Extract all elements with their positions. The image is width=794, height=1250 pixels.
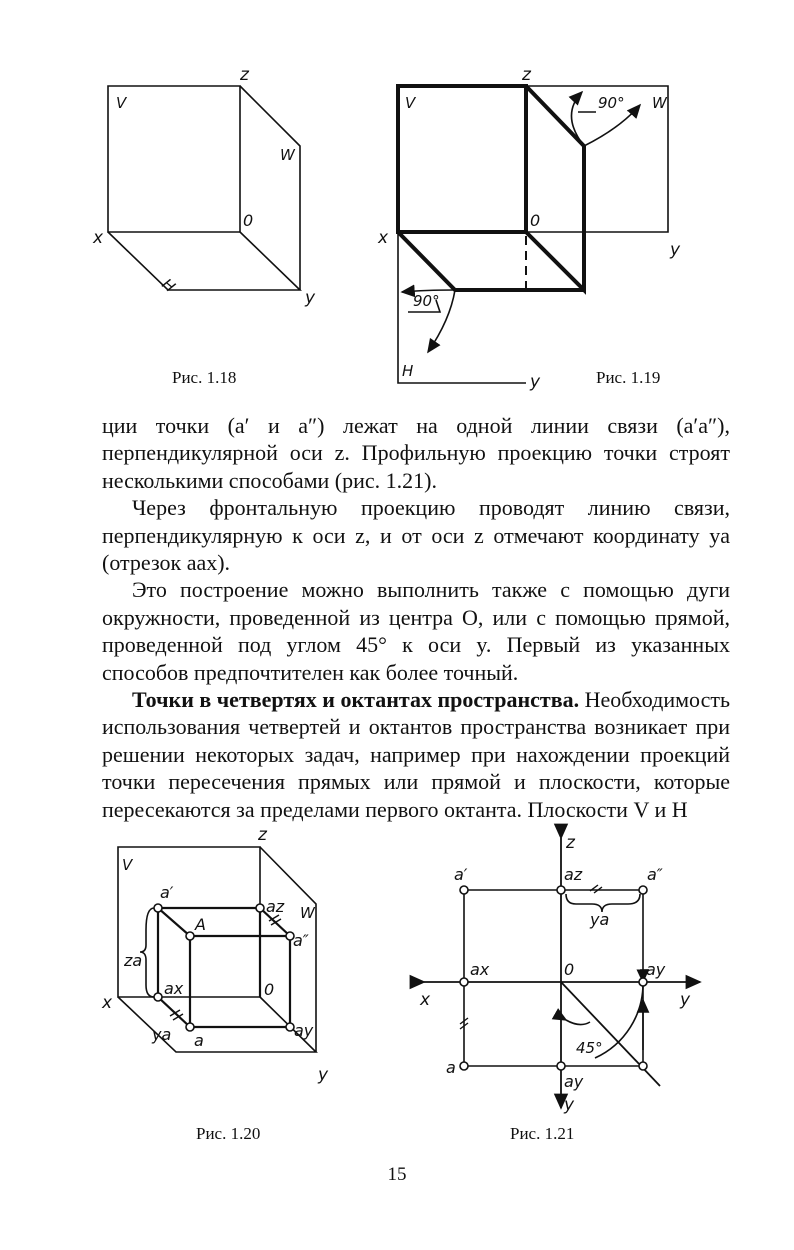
figure-1-21 (419, 833, 700, 1143)
angle-label: 45° (576, 1039, 603, 1057)
dimension-label: ya (590, 910, 610, 929)
label-v: V (122, 856, 133, 874)
axis-label-x: x (93, 228, 104, 248)
point-label: a′ (160, 883, 174, 902)
axis-label-z: z (522, 65, 531, 85)
label-h: H (402, 362, 414, 380)
point-label: a (194, 1031, 204, 1050)
label-w: W (280, 146, 295, 164)
label-v: V (116, 94, 127, 112)
point-label: az (266, 897, 285, 916)
figure-1-18 (92, 65, 316, 387)
origin-label: 0 (564, 960, 575, 979)
point-label: a′ (454, 865, 468, 884)
axis-label-x: x (378, 228, 389, 248)
label-w: W (652, 94, 667, 112)
origin-label: 0 (264, 980, 275, 999)
axis-label-z: z (258, 825, 267, 845)
paragraph (102, 686, 730, 823)
axis-label-y: y (530, 372, 541, 392)
point-label: A (195, 915, 206, 934)
paragraph: ции точки (a′ и a″) лежат на одной линии связи (a′a″), перпендикулярной оси z. Профильную проекцию точки строят несколькими способами (рис. 1.21). (102, 413, 730, 493)
page-number: 15 (387, 1164, 407, 1185)
label-v: V (405, 94, 416, 112)
axis-label-y: y (680, 990, 691, 1010)
axis-label-y: y (318, 1065, 329, 1085)
axis-label-x: x (102, 993, 113, 1013)
figure-caption: Рис. 1.21 (510, 1124, 575, 1143)
paragraph: Это построение можно выполнить также с помощью дуги окружности, проведенной из центра O, или с помощью прямой, проведенной под углом 45° к оси y. Первый из указанных способов предпочтителен как более точный. (102, 577, 730, 685)
point-label: a (446, 1058, 456, 1077)
figure-1-19 (377, 65, 681, 392)
angle-label: 90° (413, 292, 440, 310)
figure-1-20 (101, 825, 329, 1143)
axis-label-y: y (670, 240, 681, 260)
point-label: ay (294, 1021, 314, 1040)
figure-caption: Рис. 1.19 (596, 368, 661, 387)
point-label: a″ (647, 865, 663, 884)
paragraph: Через фронтальную проекцию проводят линию связи, перпендикулярную к оси z, и от оси z отмечают координату ya (отрезок aax). (102, 495, 730, 576)
dimension-label: ya (152, 1025, 172, 1044)
point-label: ay (564, 1072, 584, 1091)
point-label: ay (646, 960, 666, 979)
axis-label-z: z (566, 833, 575, 853)
axis-label-z: z (240, 65, 249, 85)
axis-label-x: x (420, 990, 431, 1010)
section-heading: Точки в четвертях и октантах пространства. (132, 687, 580, 713)
axis-label-y: y (305, 288, 316, 308)
axis-label-y: y (564, 1095, 575, 1115)
origin-label: 0 (530, 211, 541, 230)
point-label: ax (470, 960, 490, 979)
figure-caption: Рис. 1.18 (172, 368, 237, 387)
dimension-label: za (124, 951, 143, 970)
figure-caption: Рис. 1.20 (196, 1124, 261, 1143)
label-w: W (300, 904, 315, 922)
point-label: az (564, 865, 583, 884)
body-text (102, 412, 730, 823)
angle-label: 90° (598, 94, 625, 112)
label-h: H (158, 274, 179, 296)
origin-label: 0 (243, 211, 254, 230)
paragraph-body: Необходимость использования четвертей и октантов пространства возникает при решении некоторых задач, например при нахождении проекций точки пересечения прямых или прямой и плоскости, которые пересекаются за пределами первого октанта. Плоскости V и H (102, 687, 730, 822)
point-label: a″ (293, 931, 309, 950)
point-label: ax (164, 979, 184, 998)
